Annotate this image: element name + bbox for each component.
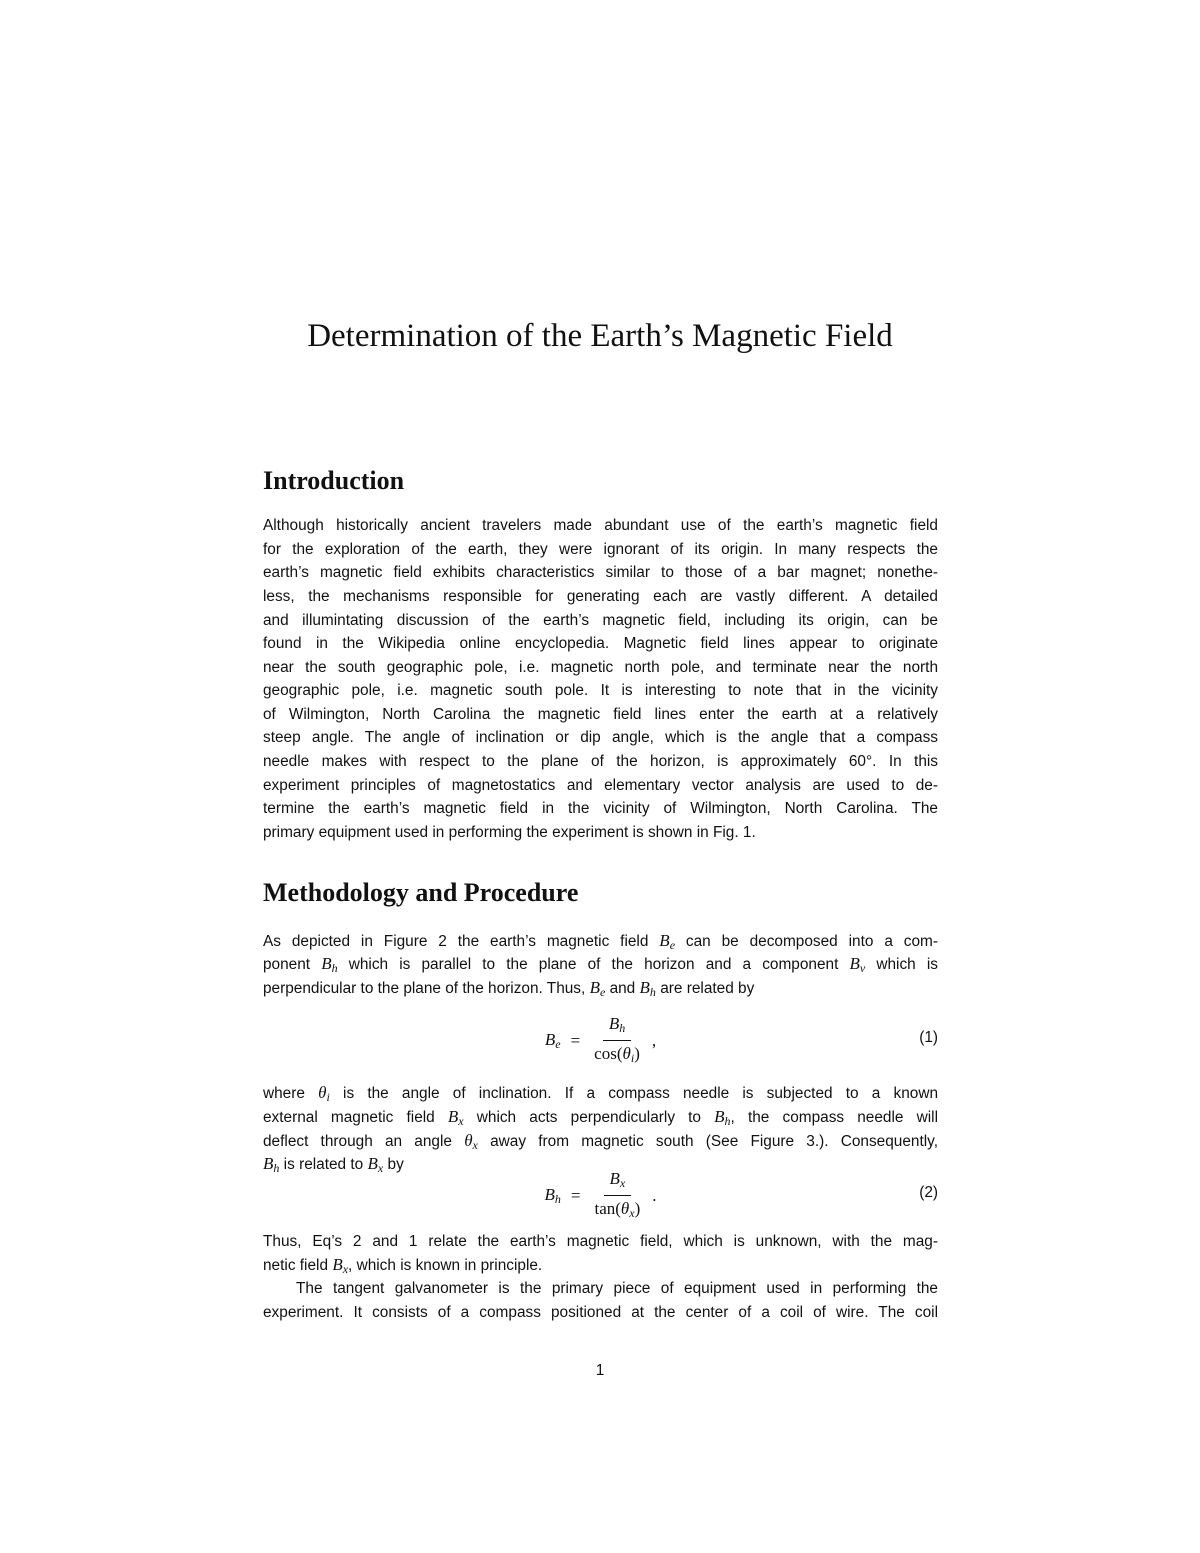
subscript-h: h (273, 1161, 280, 1175)
numerator (604, 1169, 632, 1196)
subscript-x: x (458, 1114, 464, 1128)
symbol-B: B (589, 978, 600, 997)
text-run: are related by (660, 980, 755, 997)
intro-line: and illumintating discussion of the earth’s magnetic field, including its origin, can be (263, 612, 938, 629)
text-run: by (387, 1156, 404, 1173)
text-run: external magnetic field (263, 1109, 435, 1126)
eq-punctuation: . (652, 1186, 657, 1205)
symbol-theta: θ (464, 1131, 473, 1150)
subscript: x (619, 1176, 626, 1190)
intro-line: Although historically ancient travelers made abundant use of the earth’s magnetic field (263, 517, 938, 534)
symbol-theta: θ (622, 1044, 631, 1063)
symbol-B: B (447, 1107, 459, 1126)
text-run: , the compass needle will (730, 1109, 938, 1126)
text-run: perpendicular to the plane of the horizon. Thus, (263, 980, 586, 997)
text-run: can be decomposed into a com- (685, 933, 938, 950)
method-line (263, 976, 938, 1000)
intro-line: experiment principles of magnetostatics and elementary vector analysis are used to de- (263, 777, 938, 794)
symbol-B: B (849, 954, 860, 973)
method-line: Thus, Eq’s 2 and 1 relate the earth’s magnetic field, which is unknown, with the mag- (263, 1233, 938, 1250)
subscript-x: x (342, 1262, 349, 1276)
method-line (263, 1253, 938, 1277)
function-close: ) (634, 1044, 640, 1063)
subscript-i: i (326, 1090, 330, 1104)
fraction (588, 1169, 646, 1223)
symbol-B: B (367, 1154, 378, 1173)
subscript-e: e (599, 985, 606, 999)
function-close: ) (634, 1199, 641, 1218)
subscript-v: v (859, 961, 866, 975)
function-open: tan( (594, 1199, 621, 1218)
method-line: The tangent galvanometer is the primary piece of equipment used in performing the (296, 1280, 938, 1297)
symbol-B: B (609, 1169, 620, 1188)
subscript-x: x (472, 1138, 478, 1152)
document-title: Determination of the Earth’s Magnetic Field (307, 318, 893, 354)
subscript: e (555, 1037, 561, 1051)
intro-line: geographic pole, i.e. magnetic south pole. It is interesting to note that in the vicinity (263, 682, 938, 699)
symbol-theta: θ (318, 1083, 327, 1102)
equals-sign: = (570, 1186, 581, 1205)
denominator (588, 1041, 646, 1068)
text-run: is related to (283, 1156, 364, 1173)
symbol-B: B (659, 931, 670, 950)
denominator (588, 1196, 646, 1223)
text-run: which acts perpendicularly to (476, 1109, 701, 1126)
subscript-h: h (331, 961, 338, 975)
symbol-theta: θ (620, 1199, 630, 1218)
intro-line: less, the mechanisms responsible for generating each are vastly different. A detailed (263, 588, 938, 605)
text-run: is the angle of inclination. If a compass needle is subjected to a known (343, 1085, 939, 1102)
method-line: experiment. It consists of a compass positioned at the center of a coil of wire. The coil (263, 1304, 938, 1321)
function-open: cos( (594, 1044, 623, 1063)
intro-line: of Wilmington, North Carolina the magnetic field lines enter the earth at a relatively (263, 706, 938, 723)
text-run: which is parallel to the plane of the horizon and a component (348, 956, 839, 973)
page-number: 1 (595, 1362, 605, 1379)
text-run: ponent (263, 956, 311, 973)
intro-line: earth’s magnetic field exhibits characteristics similar to those of a bar magnet; nonethe- (263, 564, 938, 581)
methodology-heading: Methodology and Procedure (263, 878, 579, 907)
subscript: i (630, 1051, 635, 1065)
subscript-x: x (377, 1161, 384, 1175)
eq-lhs (544, 1185, 560, 1207)
text-run: As depicted in Figure 2 the earth’s magnetic field (263, 933, 649, 950)
symbol-B: B (544, 1030, 556, 1049)
subscript: x (629, 1206, 635, 1220)
text-run: where (263, 1085, 305, 1102)
intro-line: termine the earth’s magnetic field in the vicinity of Wilmington, North Carolina. The (263, 800, 938, 817)
introduction-heading: Introduction (263, 466, 405, 495)
intro-line: found in the Wikipedia online encyclopedia. Magnetic field lines appear to originate (263, 635, 938, 652)
subscript: h (619, 1021, 626, 1035)
symbol-B: B (714, 1107, 725, 1126)
equation-2 (263, 1171, 938, 1221)
equation-number: (2) (919, 1184, 938, 1201)
method-line (263, 1081, 938, 1105)
numerator (603, 1014, 631, 1041)
text-run: netic field (263, 1257, 329, 1274)
symbol-B: B (608, 1014, 620, 1033)
equation-body (263, 1171, 938, 1221)
text-run: away from magnetic south (See Figure 3.). Consequently, (490, 1133, 939, 1150)
text-run: , which is known in principle. (348, 1257, 543, 1274)
intro-line: for the exploration of the earth, they were ignorant of its origin. In many respects the (263, 541, 938, 558)
subscript-e: e (669, 938, 676, 952)
intro-line: needle makes with respect to the plane of the horizon, is approximately 60°. In this (263, 753, 938, 770)
method-line (263, 952, 938, 976)
symbol-B: B (263, 1154, 274, 1173)
equation-1 (263, 1016, 938, 1066)
symbol-B: B (332, 1255, 343, 1274)
symbol-B: B (639, 978, 650, 997)
text-run: which is (876, 956, 938, 973)
method-line (263, 1129, 938, 1153)
equation-number: (1) (919, 1029, 938, 1046)
fraction (588, 1014, 646, 1068)
method-line (263, 929, 938, 953)
method-line (263, 1105, 938, 1129)
text-run: deflect through an angle (263, 1133, 452, 1150)
intro-line: steep angle. The angle of inclination or dip angle, which is the angle that a compass (263, 729, 938, 746)
symbol-B: B (544, 1185, 555, 1204)
intro-line: primary equipment used in performing the experiment is shown in Fig. 1. (263, 824, 756, 841)
intro-line: near the south geographic pole, i.e. magnetic north pole, and terminate near the north (263, 659, 938, 676)
eq-punctuation: , (651, 1031, 657, 1050)
subscript-h: h (649, 985, 656, 999)
equation-body (263, 1016, 938, 1066)
eq-lhs (545, 1030, 561, 1052)
subscript: h (554, 1192, 561, 1206)
text-run: and (609, 980, 636, 997)
equals-sign: = (570, 1031, 581, 1050)
subscript-h: h (724, 1114, 731, 1128)
symbol-B: B (321, 954, 332, 973)
